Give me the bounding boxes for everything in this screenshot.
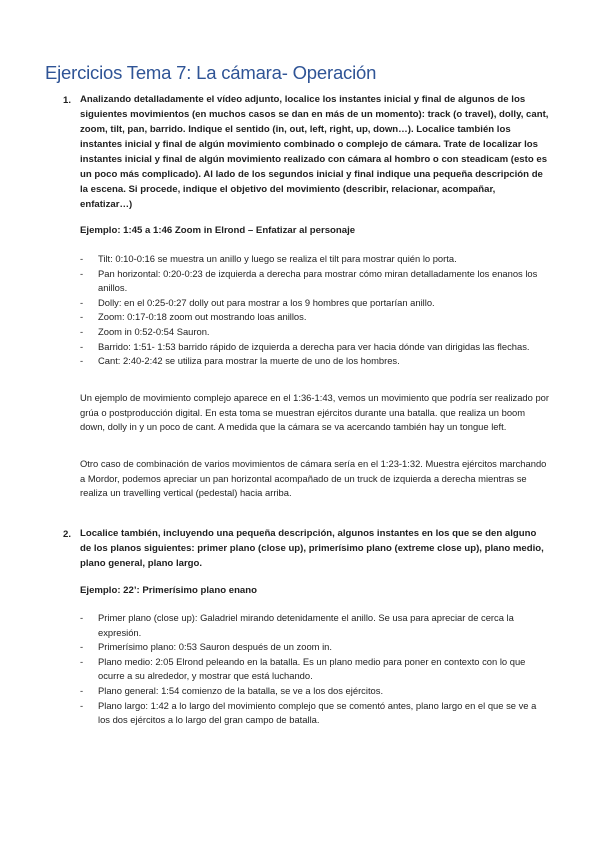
list-item — [80, 310, 550, 325]
list-dash: - — [80, 253, 84, 264]
question-2-text: Localice también, incluyendo una pequeña descripción, algunos instantes en los que se den alguno de los planos siguientes: primer plano (close up), primerísimo plano (extreme close up), plano medio, plano general, plano largo. — [80, 528, 544, 569]
list-dash: - — [80, 267, 84, 279]
list-dash: - — [80, 699, 84, 711]
list-dash: - — [80, 325, 84, 337]
list-item-text: Cant: 2:40-2:42 se utiliza para mostrar la muerte de uno de los hombres. — [98, 355, 400, 367]
list-item-text: Primer plano (close up): Galadriel mirando detenidamente el anillo. Se usa para apreciar de cerca la expresión. — [98, 612, 514, 638]
list-item-text: Primerísimo plano: 0:53 Sauron después de un zoom in. — [98, 641, 332, 653]
list-item — [80, 340, 550, 355]
list-dash: - — [80, 296, 84, 308]
list-item-text: Plano largo: 1:42 a lo largo del movimiento complejo que se comentó antes, plano largo en el que se ve a los dos ejércitos a lo largo del gran campo de batalla. — [98, 699, 537, 726]
complex-movement-paragraph-2: Otro caso de combinación de varios movimientos de cámara sería en el 1:23-1:32. Muestra ejércitos marchando a Mordor, podemos apreciar un pan horizontal acompañado de un truck de izquierda a derecha mientras se realiza un travelling vertical (pedestal) hacia arriba. — [80, 458, 547, 499]
list-item-text: Zoom in 0:52-0:54 Sauron. — [98, 325, 210, 337]
list-item — [80, 252, 550, 267]
list-item-text: Plano medio: 2:05 Elrond peleando en la batalla. Es un plano medio para poner en contexto con lo que ocurre a su alrededor, y mostrar que está luchando. — [98, 655, 526, 682]
list-item-text: Pan horizontal: 0:20-0:23 de izquierda a derecha para mostrar cómo miran detalladamente los enanos los anillos. — [98, 267, 538, 294]
list-item-text: Plano general: 1:54 comienzo de la batalla, se ve a los dos ejércitos. — [98, 684, 384, 696]
question-1-movement-list — [80, 252, 550, 369]
list-item-text: Barrido: 1:51- 1:53 barrido rápido de izquierda a derecha para ver hacia dónde van dirigidas las flechas. — [98, 340, 530, 352]
list-dash: - — [80, 355, 84, 367]
list-item — [80, 611, 550, 640]
question-1-example: Ejemplo: 1:45 a 1:46 Zoom in Elrond – Enfatizar al personaje — [80, 225, 356, 236]
list-item — [80, 325, 550, 340]
list-dash: - — [80, 340, 84, 352]
list-item — [80, 267, 550, 296]
complex-movement-paragraph-1: Un ejemplo de movimiento complejo aparece en el 1:36-1:43, vemos un movimiento que podría ser realizado por grúa o postproducción digital. En esta toma se muestran ejércitos durante una batalla. que realiza un boom down, dolly in y un poco de cant. A medida que la cámara se va acercando también hay un tongue left. — [80, 392, 550, 433]
list-item — [80, 640, 550, 655]
question-2-example: Ejemplo: 22’: Primerísimo plano enano — [80, 585, 257, 596]
list-item — [80, 699, 550, 728]
question-2-shot-list — [80, 611, 550, 728]
list-dash: - — [80, 311, 84, 323]
question-1-text: Analizando detalladamente el vídeo adjunto, localice los instantes inicial y final de algunos de los siguientes movimientos (en muchos casos se dan en más de un momento): track (o travel), dolly, cant, zoom, tilt, pan, barrido. Indique el sentido (in, out, left, right, up, down…). Localice también los instantes inicial y final de algún movimiento combinado o complejo de cámara. Trate de localizar los instantes inicial y final de algún movimiento realizado con cámara al hombro o con steadicam (esto es un poco más complicado). Al lado de los segundos inicial y final indique una pequeña descripción de la escena. Si procede, indique el objetivo del movimiento (describir, relacionar, acompañar, enfatizar…) — [80, 94, 549, 210]
list-dash: - — [80, 684, 84, 696]
list-dash: - — [80, 612, 84, 623]
list-item — [80, 655, 550, 684]
list-item — [80, 354, 550, 369]
list-item — [80, 684, 550, 699]
list-item-text: Tilt: 0:10-0:16 se muestra un anillo y luego se realiza el tilt para mostrar quién lo porta. — [98, 253, 457, 264]
list-item-text: Zoom: 0:17-0:18 zoom out mostrando loas anillos. — [98, 311, 307, 323]
list-dash: - — [80, 641, 84, 653]
list-item-text: Dolly: en el 0:25-0:27 dolly out para mostrar a los 9 hombres que portarían anillo. — [98, 296, 435, 308]
list-dash: - — [80, 655, 84, 667]
question-1-number: 1. — [63, 95, 72, 106]
list-item — [80, 296, 550, 311]
page-title: Ejercicios Tema 7: La cámara- Operación — [45, 62, 377, 83]
question-2-number: 2. — [63, 529, 72, 540]
